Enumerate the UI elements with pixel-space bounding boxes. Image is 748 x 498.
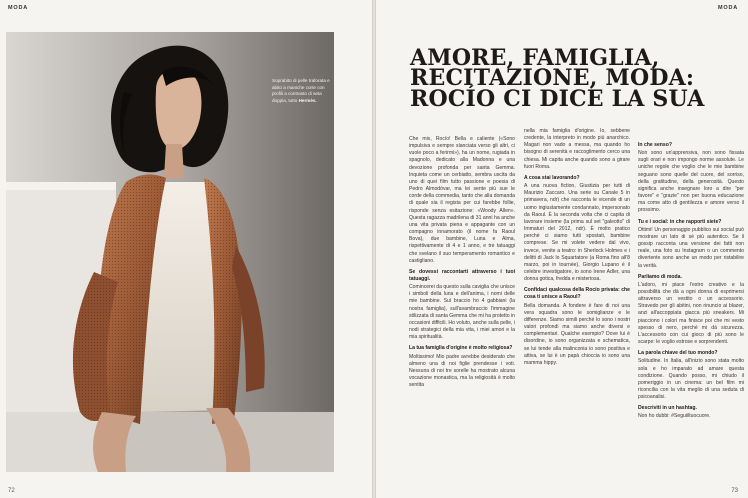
interview-paragraph: Solitudine. In Italia, all'inizio sono stata molto sola e ho imparato ad amare questa condizione. Quando posso, mi chiudo il pomeriggio in un cinema: un bel film mi riconcilia con la vita meglio di una seduta di psicoanalisi. — [638, 358, 744, 401]
interview-question: A cosa stai lavorando? — [524, 174, 580, 181]
interview-question: Descriviti in un hashtag. — [638, 405, 697, 412]
portrait-photo — [6, 32, 334, 472]
left-page — [0, 0, 372, 498]
interview-paragraph: Non sono un'apprensiva, non sono fissata sugli orari e non impongo norme assolute. Le uniche regole che voglio che le mie bambine seguano sono quelle del cuore, del sorriso, della gratitudine, della generosità. Questo significa anche insegnare loro a dire "per favore" e "grazie" non per buona educazione ma come atto di gentilezza e amore verso il prossimo. — [638, 150, 744, 214]
article-title: AMORE, FAMIGLIA, RECITAZIONE, MODA: ROCÍO CI DICE LA SUA — [410, 44, 705, 112]
caption-brand: Hermès. — [298, 97, 317, 103]
running-head-right: MODA — [717, 5, 738, 11]
interview-question: In che senso? — [638, 142, 672, 148]
article-column-3 — [638, 138, 744, 424]
interview-question: La parola chiave del tuo mondo? — [638, 350, 718, 357]
interview-paragraph: L'adoro, mi piace l'estro creativo e la possibilità che dà a ogni donna di esprimersi attraverso un vestito o un accessorio. Stravedo per gli abitini, non rinuncio ai blazer, anzi all'accoppiata giacca più sneakers. Mi piacciono i colori ma finisce poi che mi vesto spesso di nero, perché mi dà sicurezza. L'accessorio con cui gioco di più sono le scarpe: le voglio estrose e sorprendenti. — [638, 281, 744, 346]
interview-paragraph: Moltissimo! Mio padre avrebbe desiderato che almeno una di noi figlie prendesse i voti. Nessuna di noi tre sorelle ha mostrato alcuna vocazione monastica, ma la religiosità è molto sentita — [409, 353, 515, 389]
running-head-left: MODA — [8, 5, 29, 11]
photo-caption — [272, 78, 334, 104]
interview-paragraph: Non ho dubbi: #Seguiiltuocuore. — [638, 413, 711, 420]
interview-question: Se dovessi raccontarti attraverso i tuoi tatuaggi. — [409, 268, 515, 282]
interview-paragraph: Bella domanda. A fondere è fare di noi una vera squadra sono le somiglianze e le differenze. Siamo simili perché lo sono i nostri valori profondi ma siamo anche diversi e complementari. Qualche esempio? Dove lui è disordine, io sono organizzata e schematica, se lui tende alla malinconia io sono positiva e attiva, se lui è un papà chioccia io sono una mamma hippy. — [524, 302, 630, 366]
interview-question: Confidaci qualcosa della Rocío privata: che cosa ti unisce a Raoul? — [524, 287, 630, 301]
interview-paragraph: Ottimi! Un personaggio pubblico sui social può mostrare un lato di sé più autentico. Se il gossip racconta una versione dei fatti non reale, una foto su Instagram o un commento divertente sono anche un modo per ristabilire la verità. — [638, 226, 744, 269]
folio-right: 73 — [731, 488, 738, 494]
interview-question: Parliamo di moda. — [638, 273, 682, 280]
interview-paragraph: A una nuova fiction, Giustizia per tutti di Maurizio Zaccaro. Una serie su Canale 5 in primavera, ndr) che racconta le vicende di un uomo ingiustamente condannato, impersonato da Raoul. È la seconda volta che ci capita di lavorare insieme (la prima sul set "galeotto" di Immaturi del 2012, ndr). È molto pratico perché ci siamo tutti spostati, bambine comprese. Se mi volete vedere dal vivo, invece, venite a teatro: in Sherlock Holmes e i delitti di Jack lo Squartatore (a Roma fino all'8 marzo, poi in tournée), Giorgio Lupano è il celebre investigatore, io sono Irene Adler, una donna gotica, fredda e misteriosa. — [524, 183, 630, 283]
article-column-2 — [524, 128, 630, 370]
interview-question: Tu e i social: in che rapporti siete? — [638, 218, 722, 225]
interview-question: La tua famiglia d'origine è molto religiosa? — [409, 345, 513, 352]
folio-left: 72 — [8, 488, 15, 494]
interview-paragraph: Che mix, Rocío! Bella e caliente («Sono impulsiva e sempre slanciata verso gli altri, ci vuole poco a ferirmi»), ha un nome, rugiada in spagnolo, dedicato alla Madonna e una devozione profonda per santa Gemma. Inquieta come un cerbiatto, sembra uscita da uno di quei film tutto passione e poesia di Pedro Almodóvar, ma lei sente più sue le corde della commedia, tanto che alla domanda di quale sia il regista per cui farebbe follie, risponde senza esitazione: «Woody Allen». Questa ragazza madrilena di 31 anni ha anche una vita privata piena e appagante con un compagno innamorato (il nome fa Raoul Bova), due bambine, Luna e Alma, rispettivamente di 4 e 1 anno, e tre tatuaggi che svelano il suo temperamento romantico e castigliano. — [409, 136, 515, 264]
interview-paragraph: Comincerei da questo sulla caviglia che unisce i simboli della luna e dell'anima, i nomi delle mie bambine. Sul braccio ho 4 gabbiani (la nostra famiglia), sull'avambraccio l'immagine stilizzata di santa Gemma che mi ha protetto in occasioni difficili. Ho voluto, anche sulla pelle, i nodi strategici della mia vita, i miei amori e la mia spiritualità. — [409, 284, 515, 341]
caption-text: Soprabito di pelle traforata e abito a maniche corte con profili a contrasto di seta doppia, tutto — [272, 78, 330, 103]
article-column-1 — [409, 136, 515, 392]
interview-paragraph: nella mia famiglia d'origine. Io, sebbene credente, la interpreto in modo più anarchico. Magari non vado a messa, ma quando ho bisogno di serenità e raccoglimento cerco una chiesa. Mi capita anche quando sono a girare fuori Roma. — [524, 128, 630, 170]
